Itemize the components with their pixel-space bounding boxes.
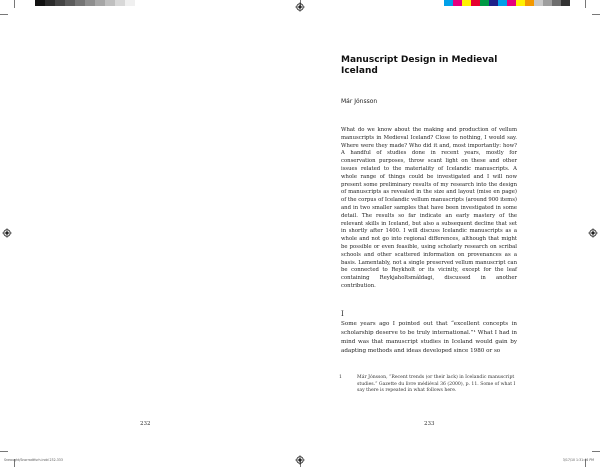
grey-swatch <box>75 0 85 6</box>
section-paragraph <box>341 320 517 356</box>
crop-mark <box>585 0 586 8</box>
grey-swatch <box>35 0 45 6</box>
print-slug-left: Sneaught/Snorradtfurh.indd 232-333 <box>4 458 63 462</box>
registration-mark-icon <box>588 228 598 238</box>
footnote-number: 1 <box>339 375 342 380</box>
article-title: Manuscript Design in Medieval Iceland <box>341 55 498 76</box>
grey-swatch <box>65 0 75 6</box>
footnote-text: Már Jónsson, “Recent trends (or their lack) in Icelandic manuscript studies.” Gazette du livre médiéval 36 (2000), p. 11. Some of what I say there is repeated in what follows here. <box>357 375 516 394</box>
print-slug-right: 3/17/10 1:31:46 PM <box>562 458 594 462</box>
abstract-paragraph <box>341 127 517 291</box>
color-swatch <box>543 0 552 6</box>
color-swatch <box>561 0 570 6</box>
color-swatch <box>453 0 462 6</box>
grey-swatch <box>85 0 95 6</box>
page-number-right: 233 <box>424 421 435 427</box>
registration-mark-icon <box>295 455 305 465</box>
color-swatch <box>552 0 561 6</box>
registration-mark-icon <box>295 2 305 12</box>
grey-calibration-bar <box>35 0 135 6</box>
grey-swatch <box>125 0 135 6</box>
grey-swatch <box>45 0 55 6</box>
section-text: Some years ago I pointed out that “excellent concepts in scholarship deserve to be truly international.”¹ What I had in mind was that manuscript studies in Iceland would gain by adapting methods and ideas developed since 1980 or so <box>341 321 517 354</box>
grey-swatch <box>105 0 115 6</box>
crop-mark <box>592 14 600 15</box>
article-author: Már Jónsson <box>341 98 378 105</box>
registration-mark-icon <box>2 228 12 238</box>
crop-mark <box>14 0 15 8</box>
grey-swatch <box>55 0 65 6</box>
color-swatch <box>525 0 534 6</box>
color-swatch <box>516 0 525 6</box>
crop-mark <box>0 451 8 452</box>
section-number: I <box>341 310 344 318</box>
color-swatch <box>489 0 498 6</box>
color-swatch <box>498 0 507 6</box>
page-number-left: 232 <box>140 421 151 427</box>
abstract-text: What do we know about the making and production of vellum manuscripts in Medieval Iceland? Close to nothing, I would say. Where were they made? Who did it and, most importantly: how? A handful of studies done in recent years, mostly for conservation purposes, throw scant light on these and other issues related to the materiality of Icelandic manuscripts. A whole range of things could be investigated and I will now present some preliminary results of my research into the design of manuscripts as revealed in the size and layout (mise en page) of the corpus of Icelandic vellum manuscripts (around 900 items) and in two smaller samples that have been investigated in some detail. The results so far indicate an early mastery of the relevant skills in Iceland, but also a subsequent decline that set in shortly after 1400. I will discuss Icelandic manuscripts as a whole and not go into regional differences, although that might be possible or even feasible, using scholarly research on scribal schools and other scattered information on provenances as a basis. Lamentably, not a single preserved vellum manuscript can be connected to Reykholt or its vicinity, except for the leaf containing Reykjaholtsmáldagi, discussed in another contribution. <box>341 127 517 289</box>
color-swatch <box>471 0 480 6</box>
grey-swatch <box>115 0 125 6</box>
color-calibration-bar <box>444 0 570 6</box>
color-swatch <box>462 0 471 6</box>
color-swatch <box>507 0 516 6</box>
crop-mark <box>0 14 8 15</box>
color-swatch <box>534 0 543 6</box>
color-swatch <box>480 0 489 6</box>
footnote <box>341 375 517 395</box>
grey-swatch <box>95 0 105 6</box>
crop-mark <box>592 451 600 452</box>
color-swatch <box>444 0 453 6</box>
